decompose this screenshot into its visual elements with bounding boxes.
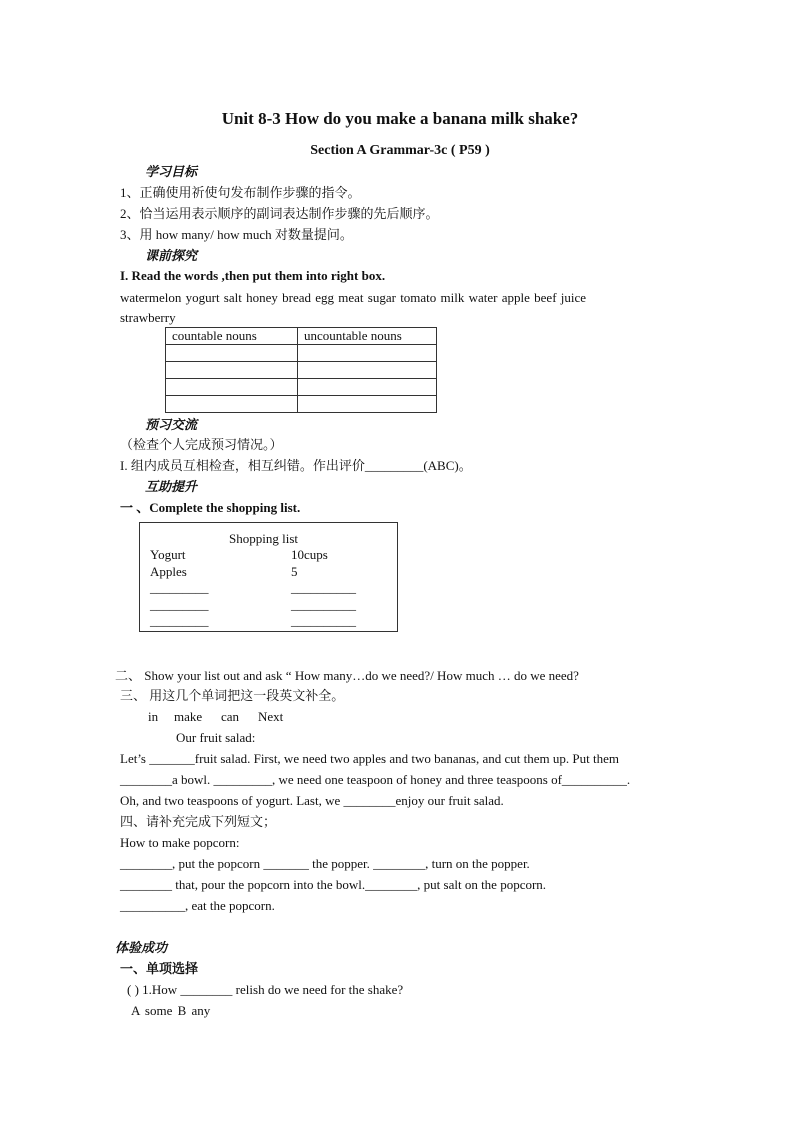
objective-item: 1、正确使用祈使句发布制作步骤的指令。 bbox=[120, 185, 361, 200]
objective-item: 3、用 how many/ how much 对数量提问。 bbox=[120, 227, 353, 242]
table-row bbox=[166, 379, 437, 396]
shopping-qty: 5 bbox=[291, 564, 298, 579]
objective-item: 2、恰当运用表示顺序的副词表达制作步骤的先后顺序。 bbox=[120, 206, 439, 221]
table-cell[interactable] bbox=[298, 362, 437, 379]
shopping-qty-blank[interactable]: __________ bbox=[291, 597, 356, 612]
question-1: ( ) 1.How ________ relish do we need for the shake? bbox=[127, 982, 404, 997]
preview-task: I. Read the words ,then put them into right box. bbox=[120, 268, 386, 283]
preview-heading: 课前探究 bbox=[145, 248, 198, 263]
popcorn-title: How to make popcorn: bbox=[120, 835, 240, 850]
table-row bbox=[166, 345, 437, 362]
table-cell[interactable] bbox=[298, 379, 437, 396]
word-bank-can: can bbox=[221, 709, 240, 724]
table-cell[interactable] bbox=[166, 396, 298, 413]
noun-table bbox=[165, 327, 437, 413]
shopping-list-box bbox=[139, 522, 398, 632]
task-2: 二、 Show your list out and ask “ How many…do we need?/ How much … do we need? bbox=[115, 668, 579, 683]
shopping-item-blank[interactable]: _________ bbox=[150, 580, 209, 595]
table-cell[interactable] bbox=[166, 362, 298, 379]
table-row bbox=[166, 328, 437, 345]
task-1: 一 、Complete the shopping list. bbox=[120, 500, 301, 515]
objectives-heading: 学习目标 bbox=[145, 164, 198, 179]
single-choice-heading: 一、单项选择 bbox=[120, 961, 199, 976]
popcorn-line: ________, put the popcorn _______ the popper. ________, turn on the popper. bbox=[120, 856, 530, 871]
success-heading: 体验成功 bbox=[115, 940, 168, 955]
table-cell[interactable] bbox=[298, 396, 437, 413]
word-bank-next: Next bbox=[258, 709, 284, 724]
table-header-uncountable: uncountable nouns bbox=[298, 328, 437, 345]
page-subtitle: Section A Grammar-3c ( P59 ) bbox=[310, 143, 490, 158]
popcorn-line: __________, eat the popcorn. bbox=[120, 898, 275, 913]
shopping-item: Apples bbox=[150, 564, 187, 579]
shopping-item: Yogurt bbox=[150, 547, 186, 562]
salad-line: Oh, and two teaspoons of yogurt. Last, we ________enjoy our fruit salad. bbox=[120, 793, 504, 808]
shopping-qty-blank[interactable]: __________ bbox=[291, 580, 356, 595]
popcorn-line: ________ that, pour the popcorn into the bowl.________, put salt on the popcorn. bbox=[120, 877, 547, 892]
word-bank-in: in bbox=[148, 709, 159, 724]
salad-title: Our fruit salad: bbox=[176, 730, 256, 745]
task-3: 三、 用这几个单词把这一段英文补全。 bbox=[120, 688, 345, 703]
exchange-task: I. 组内成员互相检查，相互纠错。作出评价_________(ABC)。 bbox=[120, 458, 472, 473]
help-heading: 互助提升 bbox=[145, 479, 198, 494]
shopping-item-blank[interactable]: _________ bbox=[150, 597, 209, 612]
table-row bbox=[166, 396, 437, 413]
salad-line: ________a bowl. _________, we need one teaspoon of honey and three teaspoons of__________. bbox=[120, 772, 631, 787]
shopping-item-blank[interactable]: _________ bbox=[150, 613, 209, 628]
shopping-qty: 10cups bbox=[291, 547, 328, 562]
page-title: Unit 8-3 How do you make a banana milk shake? bbox=[221, 109, 579, 128]
word-bank-make: make bbox=[174, 709, 203, 724]
shopping-list-title: Shopping list bbox=[229, 531, 298, 546]
shopping-qty-blank[interactable]: __________ bbox=[291, 613, 356, 628]
question-1-options: A some B any bbox=[131, 1003, 211, 1018]
word-list-line-2: strawberry bbox=[120, 310, 176, 325]
exchange-heading: 预习交流 bbox=[145, 417, 198, 432]
table-cell[interactable] bbox=[166, 345, 298, 362]
task-4: 四、请补充完成下列短文； bbox=[120, 814, 277, 829]
table-cell[interactable] bbox=[298, 345, 437, 362]
table-cell[interactable] bbox=[166, 379, 298, 396]
word-list-line-1: watermelon yogurt salt honey bread egg meat sugar tomato milk water apple beef juice bbox=[120, 290, 587, 305]
table-row bbox=[166, 362, 437, 379]
exchange-note: （检查个人完成预习情况。） bbox=[120, 437, 283, 452]
salad-line: Let’s _______fruit salad. First, we need two apples and two bananas, and cut them up. Put them bbox=[120, 751, 619, 766]
table-header-countable: countable nouns bbox=[166, 328, 298, 345]
